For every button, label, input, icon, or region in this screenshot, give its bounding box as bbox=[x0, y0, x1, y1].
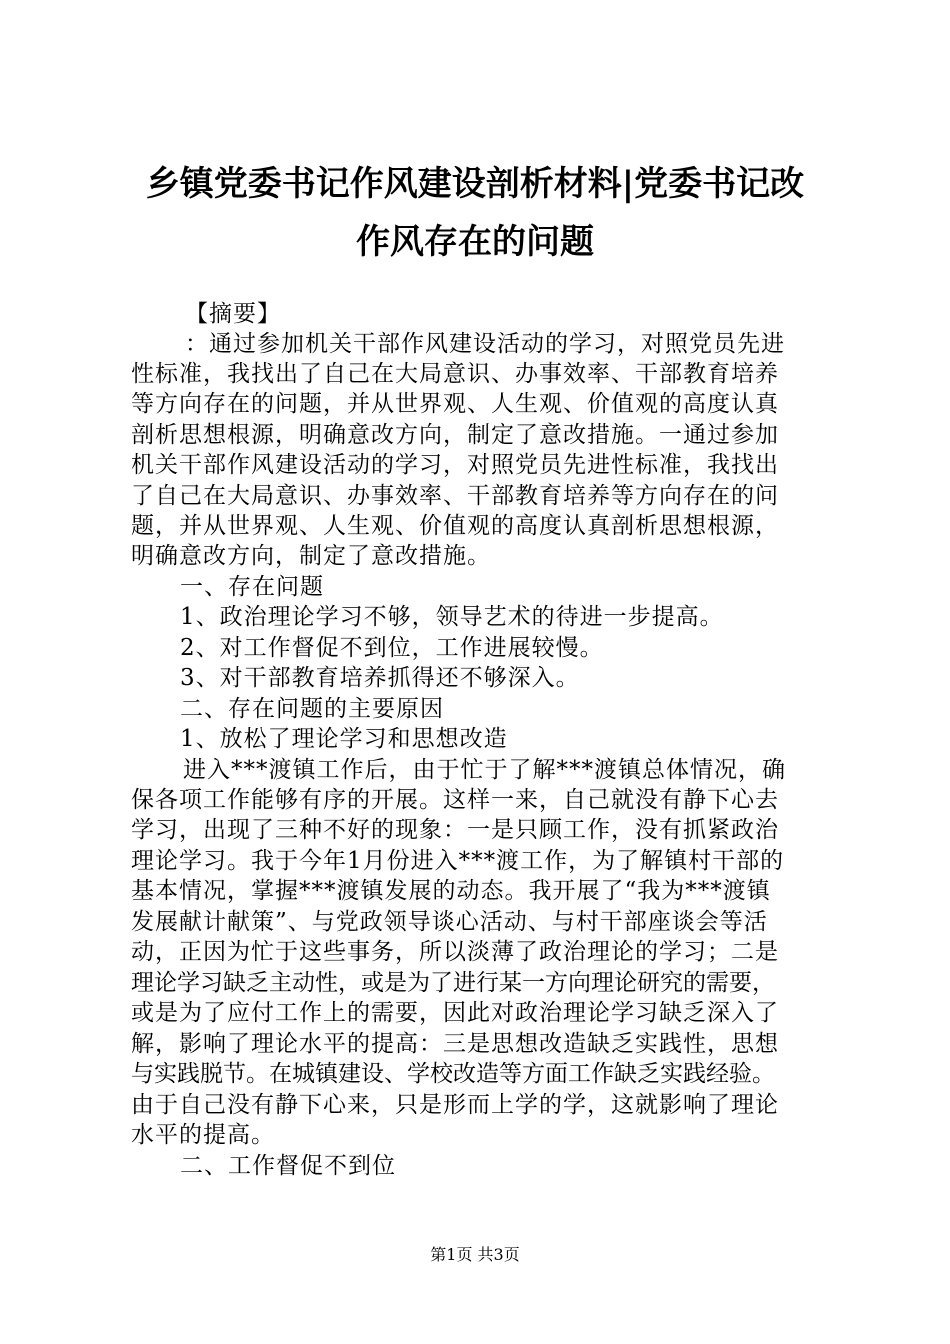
body-line: 水平的提高。 bbox=[131, 1122, 275, 1148]
section-heading: 二、存在问题的主要原因 bbox=[180, 696, 444, 722]
body-line: 性标准，我找出了自己在大局意识、办事效率、干部教育培养 bbox=[131, 361, 779, 387]
body-line: 进入***渡镇工作后，由于忙于了解***渡镇总体情况，确 bbox=[183, 757, 786, 783]
body-line: 动，正因为忙于这些事务，所以淡薄了政治理论的学习；二是 bbox=[131, 939, 779, 965]
document-title-line-2: 作风存在的问题 bbox=[356, 222, 594, 262]
abstract-label: 【摘要】 bbox=[185, 301, 281, 327]
body-line: 学习，出现了三种不好的现象：一是只顾工作，没有抓紧政治 bbox=[131, 817, 779, 843]
body-line: 等方向存在的问题，并从世界观、人生观、价值观的高度认真 bbox=[131, 391, 779, 417]
body-line: 发展献计献策”、与党政领导谈心活动、与村干部座谈会等活 bbox=[131, 909, 768, 935]
list-item: 2、对工作督促不到位，工作进展较慢。 bbox=[180, 635, 604, 661]
body-line: 理论学习缺乏主动性，或是为了进行某一方向理论研究的需要， bbox=[131, 970, 775, 996]
section-heading: 二、工作督促不到位 bbox=[180, 1153, 396, 1179]
page-footer: 第1页 共3页 bbox=[430, 1245, 520, 1264]
body-line: 保各项工作能够有序的开展。这样一来，自己就没有静下心去 bbox=[131, 787, 779, 813]
body-line: 或是为了应付工作上的需要，因此对政治理论学习缺乏深入了 bbox=[131, 1000, 779, 1026]
list-item: 3、对干部教育培养抓得还不够深入。 bbox=[180, 665, 580, 691]
body-line: 理论学习。我于今年1月份进入***渡工作，为了解镇村干部的 bbox=[131, 848, 785, 874]
body-line: 题，并从世界观、人生观、价值观的高度认真剖析思想根源， bbox=[131, 513, 779, 539]
body-line: 了自己在大局意识、办事效率、干部教育培养等方向存在的问 bbox=[131, 483, 779, 509]
body-line: 由于自己没有静下心来，只是形而上学的学，这就影响了理论 bbox=[131, 1092, 779, 1118]
section-heading: 一、存在问题 bbox=[180, 574, 324, 600]
body-line: 剖析思想根源，明确意改方向，制定了意改措施。一通过参加 bbox=[131, 422, 779, 448]
body-line: 明确意改方向，制定了意改措施。 bbox=[131, 543, 491, 569]
body-line: 解，影响了理论水平的提高：三是思想改造缺乏实践性，思想 bbox=[131, 1031, 779, 1057]
body-line: ：通过参加机关干部作风建设活动的学习，对照党员先进 bbox=[185, 331, 785, 357]
body-line: 基本情况，掌握***渡镇发展的动态。我开展了“我为***渡镇 bbox=[131, 878, 771, 904]
document-title-line-1: 乡镇党委书记作风建设剖析材料|党委书记改 bbox=[145, 164, 805, 204]
list-item: 1、政治理论学习不够，领导艺术的待进一步提高。 bbox=[180, 604, 724, 630]
body-line: 与实践脱节。在城镇建设、学校改造等方面工作缺乏实践经验。 bbox=[131, 1061, 775, 1087]
subsection-heading: 1、放松了理论学习和思想改造 bbox=[180, 726, 508, 752]
body-line: 机关干部作风建设活动的学习，对照党员先进性标准，我找出 bbox=[131, 452, 779, 478]
